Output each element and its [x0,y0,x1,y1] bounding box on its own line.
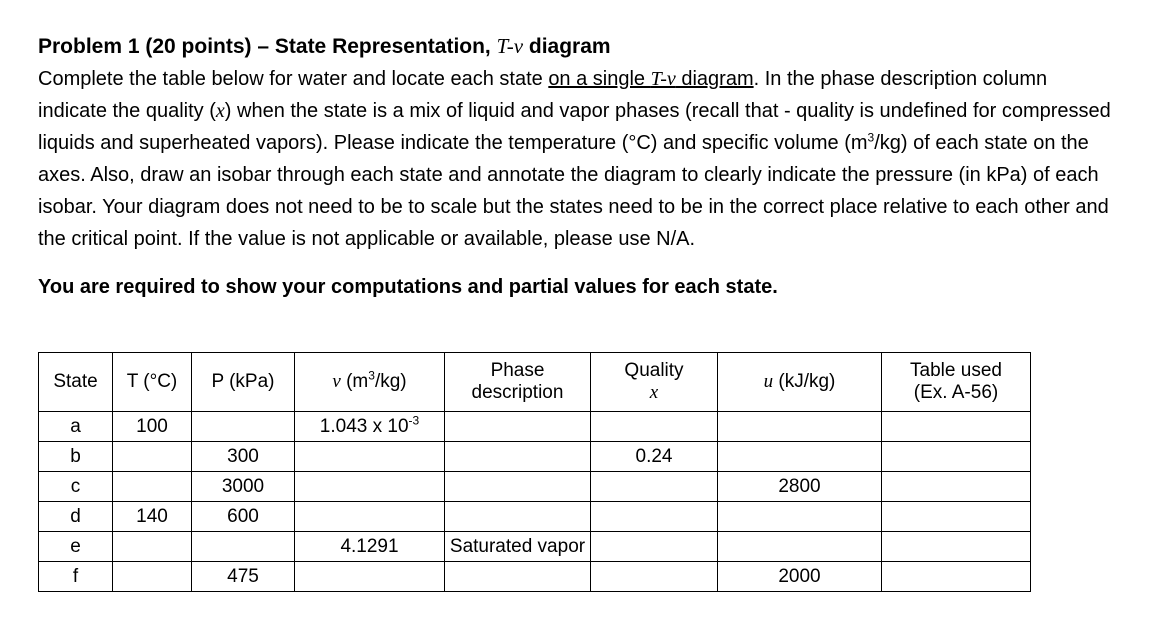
instructions-math-x: x [215,100,225,122]
required-note: You are required to show your computations and partial values for each state. [38,276,778,298]
cell-specific-volume[interactable] [295,532,445,562]
cell-v-exponent: -3 [408,413,420,428]
instructions-part-2: . In the phase description column indicate the quality ( [38,68,1048,122]
cell-table-used[interactable] [882,442,1031,472]
cell-internal-energy[interactable] [718,412,882,442]
cell-internal-energy[interactable] [718,532,882,562]
cell-pressure[interactable]: 300 [192,442,295,472]
cell-table-used[interactable] [882,502,1031,532]
instructions-sup: 3 [867,130,875,145]
cell-pressure[interactable] [192,532,295,562]
header-v-unit-b: /kg) [374,371,407,392]
header-phase-description: Phase description [445,353,591,412]
cell-pressure[interactable]: 600 [192,502,295,532]
cell-quality[interactable]: 0.24 [591,442,718,472]
cell-state: f [39,562,113,592]
problem-instructions [38,63,1118,255]
header-internal-energy [718,353,882,412]
cell-table-used[interactable] [882,472,1031,502]
cell-internal-energy[interactable] [718,502,882,532]
table-header-row [39,353,1031,412]
cell-phase[interactable] [445,442,591,472]
header-u-symbol: u [763,371,774,392]
cell-temperature[interactable]: 100 [113,412,192,442]
cell-quality[interactable] [591,412,718,442]
cell-temperature[interactable] [113,562,192,592]
state-table [38,352,1031,592]
cell-phase[interactable] [445,502,591,532]
title-suffix: diagram [523,35,611,58]
cell-table-used[interactable] [882,532,1031,562]
cell-specific-volume[interactable] [295,502,445,532]
problem-title [38,32,1118,61]
header-quality [591,353,718,412]
header-table-used [882,353,1031,412]
header-table-used-example: (Ex. A-56) [913,382,999,403]
problem-document [38,32,1118,301]
cell-temperature[interactable] [113,442,192,472]
instructions-underline-a: on a single [548,68,651,90]
table-row [39,502,1031,532]
title-prefix: Problem 1 (20 points) – State Representation, [38,35,497,58]
instructions-underline [548,68,753,90]
cell-state: d [39,502,113,532]
cell-v-value: 4.1291 [340,535,399,557]
cell-phase[interactable] [445,562,591,592]
cell-quality[interactable] [591,472,718,502]
header-v-sup: 3 [368,368,375,383]
cell-state: c [39,472,113,502]
header-quality-label: Quality [624,360,684,381]
cell-internal-energy[interactable]: 2800 [718,472,882,502]
cell-phase[interactable] [445,472,591,502]
instructions-math-tv: T-v [650,68,676,90]
cell-specific-volume[interactable] [295,562,445,592]
cell-quality[interactable] [591,532,718,562]
table-row [39,412,1031,442]
header-u-unit: (kJ/kg) [773,371,836,392]
cell-specific-volume[interactable] [295,442,445,472]
instructions-underline-b: diagram [675,68,754,90]
cell-internal-energy[interactable]: 2000 [718,562,882,592]
instructions-part-3: ) when the state is a mix of liquid and vapor phases (recall that - quality is undefined for compressed liquids and superheated vapors). Please indicate the temperature (°C) and specific volume (m [38,100,1111,154]
table-row [39,442,1031,472]
cell-state: b [39,442,113,472]
cell-temperature[interactable]: 140 [113,502,192,532]
header-specific-volume [295,353,445,412]
header-state: State [39,353,113,412]
instructions-part-1: Complete the table below for water and locate each state [38,68,549,90]
table-row [39,562,1031,592]
instructions-part-4: /kg) of each state on the axes. Also, draw an isobar through each state and annotate the diagram to clearly indicate the pressure (in kPa) of each isobar. Your diagram does not need to be to scale but the states need to be in the correct place relative to each other and the critical point. If the value is not applicable or available, please use N/A. [38,132,1109,250]
cell-quality[interactable] [591,562,718,592]
cell-temperature[interactable] [113,532,192,562]
cell-table-used[interactable] [882,412,1031,442]
table-row [39,532,1031,562]
table-row [39,472,1031,502]
title-math: T-v [496,34,524,58]
header-v-unit-a: (m [340,371,369,392]
cell-table-used[interactable] [882,562,1031,592]
cell-quality[interactable] [591,502,718,532]
header-quality-symbol: x [649,382,659,403]
cell-v-value: 1.043 x 10 [319,415,409,437]
cell-phase[interactable]: Saturated vapor [445,532,591,562]
cell-pressure[interactable] [192,412,295,442]
cell-specific-volume[interactable] [295,472,445,502]
header-temperature: T (°C) [113,353,192,412]
cell-internal-energy[interactable] [718,442,882,472]
cell-pressure[interactable]: 3000 [192,472,295,502]
cell-pressure[interactable]: 475 [192,562,295,592]
cell-phase[interactable] [445,412,591,442]
cell-state: e [39,532,113,562]
cell-specific-volume[interactable] [295,412,445,442]
header-v-symbol: v [332,371,341,392]
cell-temperature[interactable] [113,472,192,502]
header-table-used-label: Table used [910,360,1002,381]
cell-state: a [39,412,113,442]
header-pressure: P (kPa) [192,353,295,412]
